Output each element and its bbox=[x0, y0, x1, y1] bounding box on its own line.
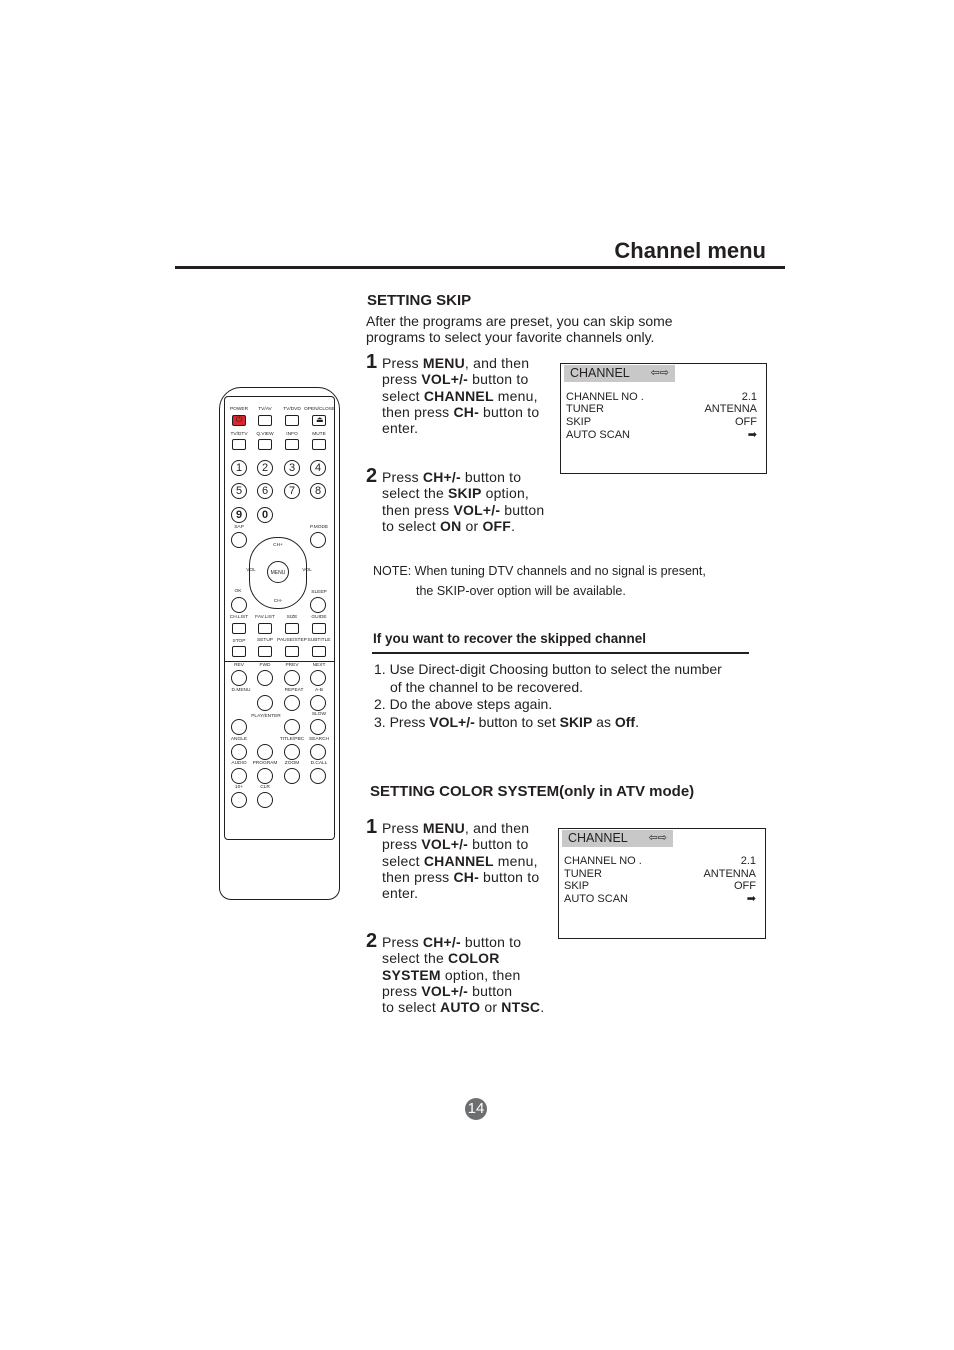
remote-label: SUBTITLE bbox=[307, 638, 331, 643]
remote-label: TV/AV bbox=[258, 407, 272, 412]
color-step1-text: Press MENU, and then press VOL+/- button to select CHANNEL menu, then press CH- button to enter. bbox=[382, 820, 540, 902]
remote-label: ANGLE bbox=[230, 737, 248, 742]
ch-list-button bbox=[232, 623, 246, 634]
remote-label: NEXT bbox=[312, 663, 326, 668]
remote-label: CH- bbox=[273, 599, 283, 604]
up-button bbox=[257, 695, 273, 711]
remote-label: GUIDE bbox=[311, 615, 327, 620]
color-step2-text: Press CH+/- button to select the COLOR SYSTEM option, then press VOL+/- button to select AUTO or NTSC. bbox=[382, 934, 545, 1016]
skip-intro-line1: After the programs are preset, you can skip some bbox=[366, 313, 673, 329]
remote-label: INFO bbox=[286, 432, 298, 437]
step-number: 1 bbox=[366, 816, 378, 838]
remote-label: SETUP bbox=[257, 638, 273, 643]
fav-list-button bbox=[258, 623, 272, 634]
program-button bbox=[257, 768, 273, 784]
remote-label: REV bbox=[234, 663, 244, 668]
power-button bbox=[232, 415, 246, 426]
remote-label: FWD bbox=[259, 663, 271, 668]
remote-label: ZOOM bbox=[284, 761, 300, 766]
tv-dtv-button bbox=[232, 439, 246, 450]
step-number: 1 bbox=[366, 351, 378, 373]
ab-button bbox=[310, 695, 326, 711]
setting-skip-heading: SETTING SKIP bbox=[367, 292, 472, 309]
remote-label: CLR bbox=[260, 785, 270, 790]
channel-osd-color bbox=[558, 828, 766, 939]
p-mode-button bbox=[310, 532, 326, 548]
note-line2: the SKIP-over option will be available. bbox=[416, 584, 626, 598]
ten-plus-button bbox=[231, 792, 247, 808]
search-button bbox=[310, 744, 326, 760]
remote-label: CH+ bbox=[273, 543, 283, 548]
digit-button: 6 bbox=[257, 483, 273, 499]
remote-divider bbox=[225, 661, 334, 662]
step-number: 2 bbox=[366, 930, 378, 952]
remote-label: SAP bbox=[234, 525, 244, 530]
right-arrow-icon: ➡ bbox=[747, 429, 757, 441]
pause-button bbox=[285, 646, 299, 657]
list-item: of the channel to be recovered. bbox=[390, 678, 584, 695]
digit-button: 5 bbox=[231, 483, 247, 499]
recover-heading: If you want to recover the skipped channel bbox=[373, 631, 647, 646]
page-number-badge: 14 bbox=[465, 1098, 487, 1120]
title-rule bbox=[175, 266, 785, 269]
remote-label: 10+ bbox=[234, 785, 244, 790]
remote-label: AUDIO bbox=[231, 761, 247, 766]
right-arrow-icon: ➡ bbox=[746, 893, 756, 905]
channel-osd-skip bbox=[560, 363, 767, 474]
list-item: 1. Use Direct-digit Choosing button to select the number bbox=[374, 661, 722, 677]
osd-row: TUNER ANTENNA bbox=[566, 403, 757, 415]
sap-button bbox=[231, 532, 247, 548]
prev-button bbox=[284, 670, 300, 686]
digit-button: 2 bbox=[257, 460, 273, 476]
digit-button: 8 bbox=[310, 483, 326, 499]
tv-av-button bbox=[258, 415, 272, 426]
color-system-heading: SETTING COLOR SYSTEM(only in ATV mode) bbox=[370, 783, 695, 800]
remote-label: P.MODE bbox=[309, 525, 329, 530]
digit-button: 0 bbox=[257, 507, 273, 523]
menu-button: MENU bbox=[267, 561, 289, 583]
recover-list bbox=[374, 661, 722, 731]
remote-label: SEARCH bbox=[309, 737, 329, 742]
list-item: 3. Press VOL+/- button to set SKIP as Off. bbox=[374, 713, 639, 730]
mute-button bbox=[312, 439, 326, 450]
digit-button: 1 bbox=[231, 460, 247, 476]
digit-button: 3 bbox=[284, 460, 300, 476]
remote-label: STOP bbox=[232, 639, 246, 644]
remote-label: POWER bbox=[229, 407, 249, 412]
left-right-arrows-icon: ⇦⇨ bbox=[648, 832, 667, 844]
clr-button bbox=[257, 792, 273, 808]
remote-label: TV/DTV bbox=[230, 432, 248, 437]
remote-label: PLAY/ENTER bbox=[251, 714, 281, 719]
remote-label: D.CALL bbox=[310, 761, 328, 766]
remote-label: OPEN/CLOSE bbox=[304, 407, 336, 412]
remote-label: VOL bbox=[302, 568, 312, 573]
osd-row: AUTO SCAN ➡ bbox=[564, 893, 756, 905]
remote-label: MUTE bbox=[312, 432, 326, 437]
next-button bbox=[310, 670, 326, 686]
sleep-button bbox=[310, 597, 326, 613]
osd-row: CHANNEL NO . 2.1 bbox=[566, 391, 757, 403]
remote-label: SIZE bbox=[286, 615, 298, 620]
skip-step1-text: Press MENU, and then press VOL+/- button to select CHANNEL menu, then press CH- button to enter. bbox=[382, 355, 540, 437]
open-close-button bbox=[312, 415, 326, 426]
remote-label: TV/DVD bbox=[283, 407, 301, 412]
down-button bbox=[257, 744, 273, 760]
guide-button bbox=[312, 623, 326, 634]
angle-button bbox=[231, 744, 247, 760]
audio-button bbox=[231, 768, 247, 784]
remote-label: FAV.LIST bbox=[255, 615, 275, 620]
slow-button bbox=[310, 719, 326, 735]
osd-row: AUTO SCAN ➡ bbox=[566, 429, 757, 441]
osd-row: TUNER ANTENNA bbox=[564, 868, 756, 880]
osd-header: CHANNEL ⇦⇨ bbox=[564, 365, 675, 382]
tv-dvd-button bbox=[285, 415, 299, 426]
subtitle-button bbox=[312, 646, 326, 657]
left-button bbox=[231, 719, 247, 735]
remote-label: SLEEP bbox=[311, 590, 327, 595]
note-line1: NOTE: When tuning DTV channels and no signal is present, bbox=[373, 564, 706, 578]
recover-rule bbox=[372, 652, 749, 654]
power-icon: ⏻ bbox=[236, 415, 243, 424]
right-button bbox=[284, 719, 300, 735]
skip-intro-line2: programs to select your favorite channels only. bbox=[366, 329, 655, 345]
remote-label: TITLE/PBC bbox=[279, 737, 305, 742]
remote-label: Q.VIEW bbox=[256, 432, 274, 437]
page-title: Channel menu bbox=[614, 238, 766, 263]
zoom-button bbox=[284, 768, 300, 784]
remote-label: PAUSE/STEP bbox=[277, 638, 307, 643]
fwd-button bbox=[257, 670, 273, 686]
stop-button bbox=[232, 646, 246, 657]
digit-button: 4 bbox=[310, 460, 326, 476]
remote-label: D.MENU bbox=[231, 688, 251, 693]
remote-label: PROGRAM bbox=[252, 761, 278, 766]
remote-label: PREV bbox=[285, 663, 299, 668]
remote-buttons bbox=[219, 387, 340, 900]
remote-label: VOL bbox=[246, 568, 256, 573]
remote-label: SLOW bbox=[311, 712, 327, 717]
osd-row: SKIP OFF bbox=[566, 416, 757, 428]
remote-label: OK bbox=[234, 589, 242, 594]
q-view-button bbox=[258, 439, 272, 450]
osd-header: CHANNEL ⇦⇨ bbox=[562, 830, 673, 847]
left-right-arrows-icon: ⇦⇨ bbox=[650, 367, 669, 379]
info-button bbox=[285, 439, 299, 450]
title-pbc-button bbox=[284, 744, 300, 760]
remote-label: CH.LIST bbox=[229, 615, 249, 620]
step-number: 2 bbox=[366, 465, 378, 487]
ok-button bbox=[231, 597, 247, 613]
d-call-button bbox=[310, 768, 326, 784]
setup-button bbox=[258, 646, 272, 657]
rev-button bbox=[231, 670, 247, 686]
remote-label: A-B bbox=[315, 688, 323, 693]
size-button bbox=[285, 623, 299, 634]
skip-step2-text: Press CH+/- button to select the SKIP option, then press VOL+/- button to select ON or OFF. bbox=[382, 469, 545, 534]
digit-button: 7 bbox=[284, 483, 300, 499]
remote-label: REPEAT bbox=[284, 688, 304, 693]
osd-row: CHANNEL NO . 2.1 bbox=[564, 855, 756, 867]
eject-icon: ⏏ bbox=[316, 415, 324, 424]
repeat-button bbox=[284, 695, 300, 711]
osd-row: SKIP OFF bbox=[564, 880, 756, 892]
digit-button: 9 bbox=[231, 507, 247, 523]
list-item: 2. Do the above steps again. bbox=[374, 696, 553, 712]
